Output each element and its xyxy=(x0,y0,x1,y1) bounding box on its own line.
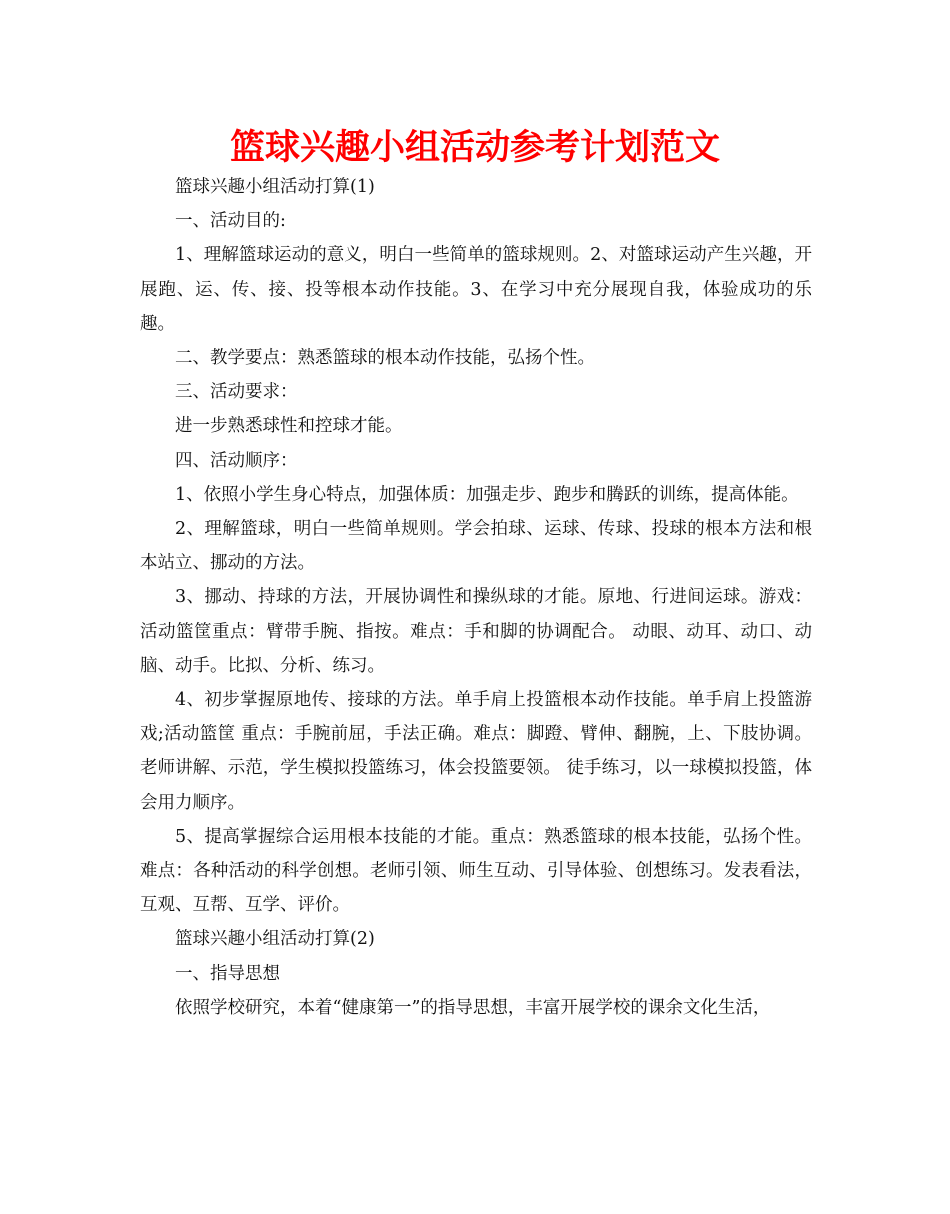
paragraph: 3、挪动、持球的方法，开展协调性和操纵球的才能。原地、行进间运球。游戏：活动篮筐重点：臂带手腕、指按。难点：手和脚的协调配合。 动眼、动耳、动口、动脑、动手。比拟、分析、练习。 xyxy=(140,587,812,676)
paragraph: 1、依照小学生身心特点，加强体质：加强走步、跑步和腾跃的训练，提高体能。 xyxy=(175,484,799,505)
paragraph: 1、理解篮球运动的意义，明白一些简单的篮球规则。2、对篮球运动产生兴趣，开展跑、运、传、接、投等根本动作技能。3、在学习中充分展现自我，体验成功的乐趣。 xyxy=(140,245,812,334)
document-title: 篮球兴趣小组活动参考计划范文 xyxy=(229,128,720,168)
paragraph: 进一步熟悉球性和控球才能。 xyxy=(175,416,403,437)
paragraph: 依照学校研究，本着“健康第一”的指导思想，丰富开展学校的课余文化生活， xyxy=(175,997,771,1018)
paragraph: 5、提高掌握综合运用根本技能的才能。重点：熟悉篮球的根本技能，弘扬个性。难点：各种活动的科学创想。老师引领、师生互动、引导体验、创想练习。发表看法，互观、互帮、互学、评价。 xyxy=(140,826,812,916)
paragraph: 一、活动目的: xyxy=(175,211,286,232)
paragraph: 2、理解篮球，明白一些简单规则。学会拍球、运球、传球、投球的根本方法和根本站立、挪动的方法。 xyxy=(140,519,812,574)
paragraph: 二、教学要点：熟悉篮球的根本动作技能，弘扬个性。 xyxy=(175,348,595,369)
paragraph: 三、活动要求： xyxy=(175,382,298,403)
paragraph: 篮球兴趣小组活动打算(2) xyxy=(175,929,375,950)
paragraph: 篮球兴趣小组活动打算(1) xyxy=(175,177,375,197)
document-body xyxy=(140,170,812,1025)
paragraph: 4、初步掌握原地传、接球的方法。单手肩上投篮根本动作技能。单手肩上投篮游戏;活动篮筐 重点：手腕前屈，手法正确。难点：脚蹬、臂伸、翻腕，上、下肢协调。老师讲解、示范，学生模拟投篮练习，体会投篮要领。 徒手练习，以一球模拟投篮，体会用力顺序。 xyxy=(140,690,812,813)
paragraph: 一、指导思想 xyxy=(175,963,280,984)
paragraph: 四、活动顺序： xyxy=(175,450,298,471)
